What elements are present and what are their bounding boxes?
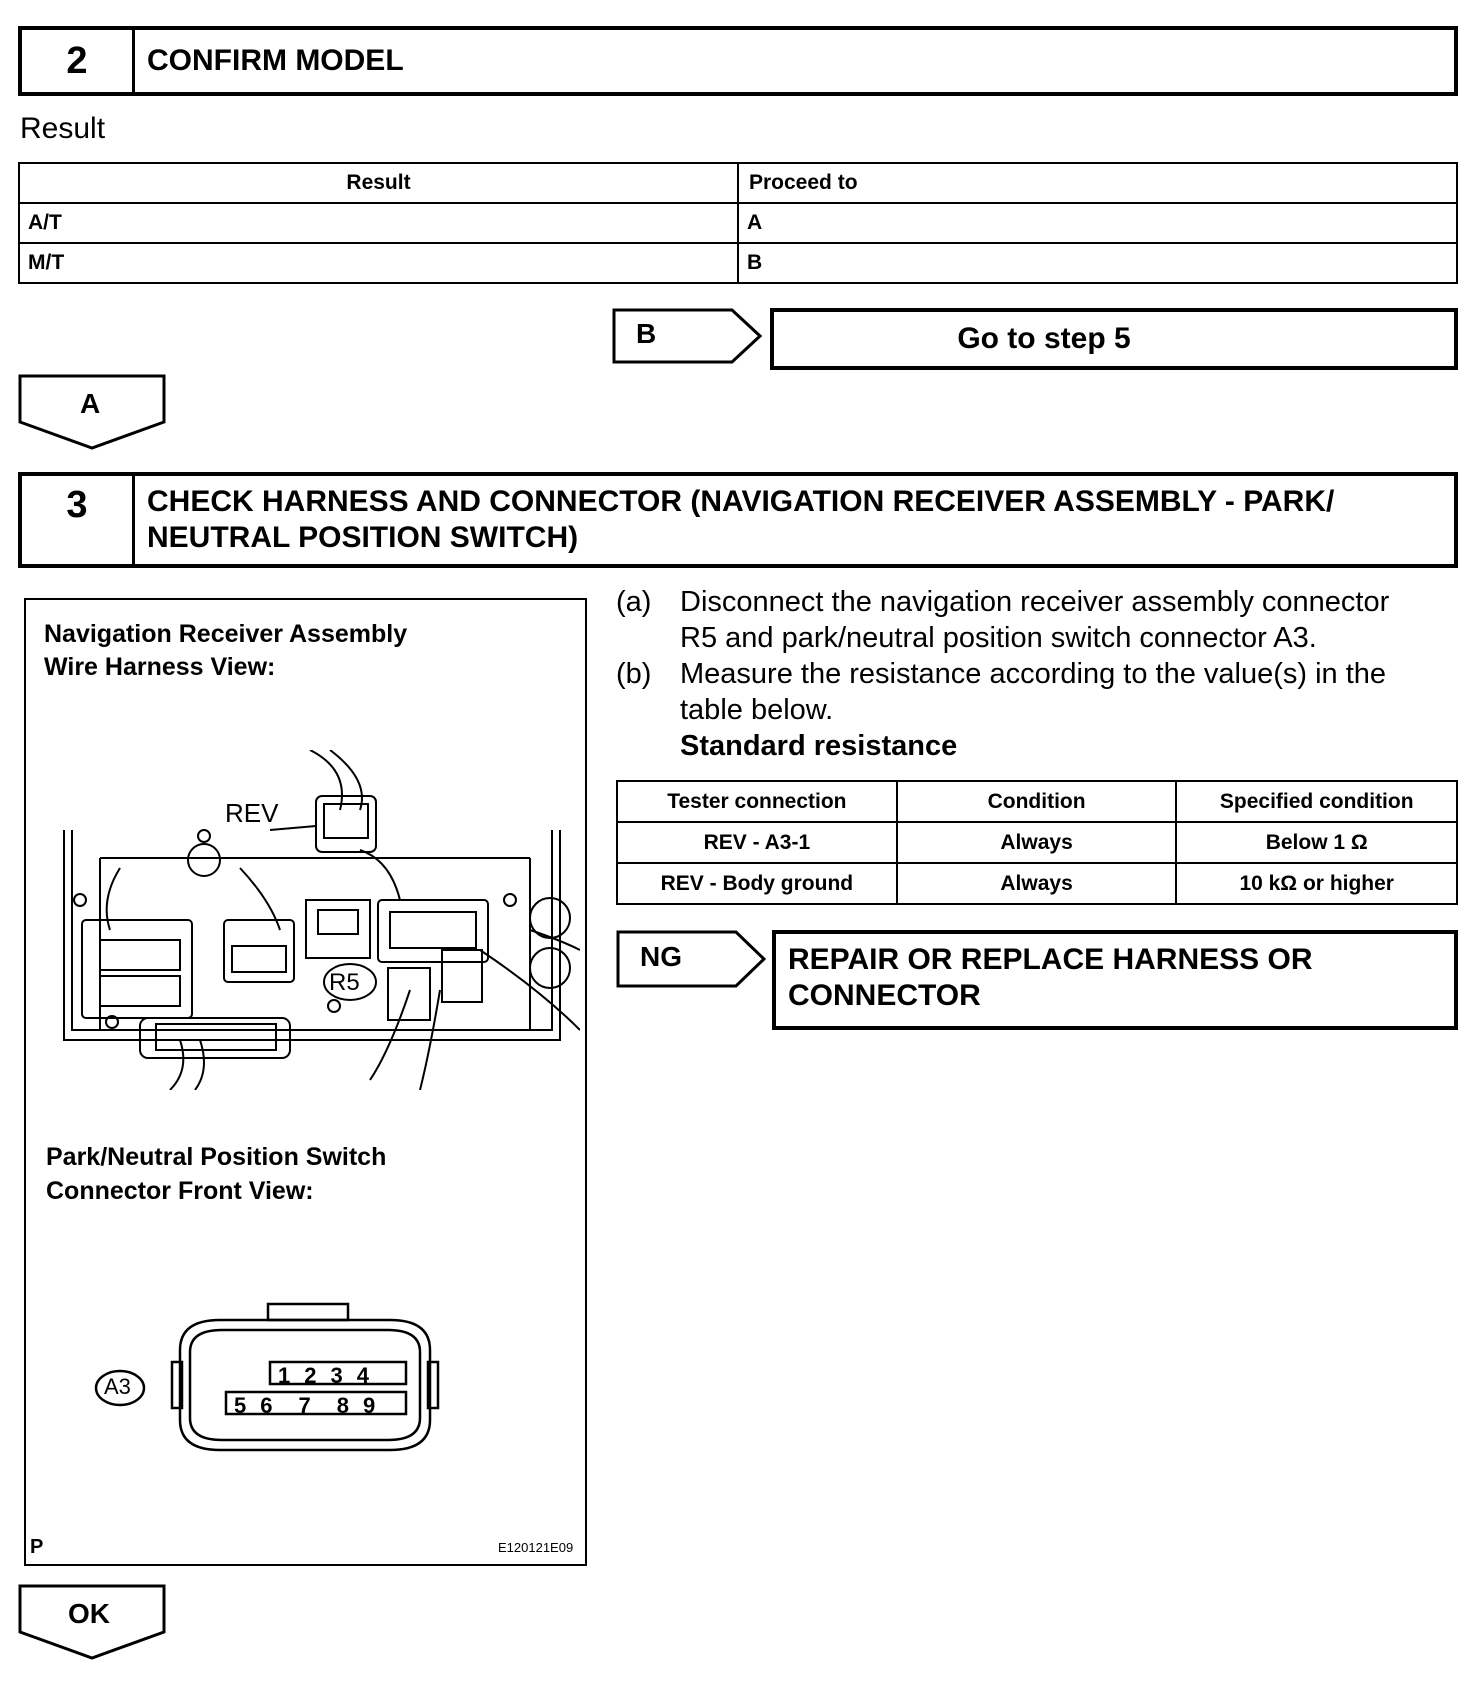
rev-label: REV [225, 798, 279, 828]
table-row [19, 243, 1457, 283]
pin: 7 [298, 1393, 325, 1418]
instruction-marker: (b) [616, 658, 652, 690]
r5-label: R5 [329, 969, 360, 996]
spec-cell: 10 kΩ or higher [1176, 863, 1457, 904]
result-cell: A/T [19, 203, 738, 243]
spec-cell: REV - A3-1 [617, 822, 897, 863]
spec-header: Tester connection [617, 781, 897, 822]
instruction-line: R5 and park/neutral position switch connector A3. [680, 622, 1317, 654]
pin: 6 [260, 1393, 287, 1418]
spec-header: Condition [897, 781, 1177, 822]
caption2-line1: Park/Neutral Position Switch [46, 1143, 387, 1171]
branch-b-label: B [636, 318, 657, 349]
instruction-b [616, 656, 1456, 764]
proceed-cell: A [738, 203, 1457, 243]
figure-caption-1 [44, 618, 407, 684]
step2-number: 2 [22, 30, 135, 92]
figure-corner-right: E120121E09 [498, 1540, 574, 1555]
proceed-cell: B [738, 243, 1457, 283]
step3-number: 3 [22, 476, 135, 564]
instructions [616, 584, 1456, 764]
figure-corner-left: P [30, 1536, 44, 1558]
spec-table [616, 780, 1458, 905]
step3-title [135, 476, 1454, 564]
pin: 3 [330, 1363, 357, 1388]
pin: 5 [234, 1393, 261, 1418]
a3-pins-bottom [234, 1393, 389, 1419]
result-table [18, 162, 1458, 284]
table-row [19, 203, 1457, 243]
pin: 4 [356, 1363, 383, 1388]
caption1-line1: Navigation Receiver Assembly [44, 620, 408, 648]
step2-header [18, 26, 1458, 96]
result-cell: M/T [19, 243, 738, 283]
step2-title: CONFIRM MODEL [147, 44, 404, 77]
repair-line1: REPAIR OR REPLACE HARNESS OR [788, 943, 1313, 976]
caption2-line2: Connector Front View: [46, 1177, 314, 1205]
branch-ok-label: OK [68, 1598, 110, 1629]
instruction-marker: (a) [616, 586, 652, 618]
instruction-line: table below. [680, 694, 834, 726]
receiver-diagram [60, 750, 580, 1090]
instruction-line: Disconnect the navigation receiver assembly connector [680, 586, 1390, 618]
repair-box[interactable] [772, 930, 1458, 1030]
pin: 9 [363, 1393, 390, 1418]
standard-heading: Standard resistance [680, 730, 958, 762]
figure-caption-2 [46, 1140, 386, 1208]
branch-a-label: A [80, 388, 101, 419]
go-to-step5-text: Go to step 5 [957, 322, 1131, 355]
spec-cell: Below 1 Ω [1176, 822, 1457, 863]
go-to-step5-box[interactable] [770, 308, 1458, 370]
instruction-line: Measure the resistance according to the value(s) in the [680, 658, 1387, 690]
result-heading: Result [20, 112, 106, 145]
repair-line2: CONNECTOR [788, 979, 981, 1012]
a3-pins-top [278, 1363, 383, 1389]
spec-cell: REV - Body ground [617, 863, 897, 904]
result-col-header: Result [19, 163, 738, 203]
branch-b-arrow[interactable] [612, 308, 762, 364]
table-row [617, 863, 1457, 904]
table-row [617, 822, 1457, 863]
spec-cell: Always [897, 822, 1177, 863]
spec-cell: Always [897, 863, 1177, 904]
a3-connector-diagram [90, 1290, 450, 1470]
caption1-line2: Wire Harness View: [44, 653, 276, 681]
step3-header [18, 472, 1458, 568]
branch-ng-arrow[interactable] [616, 930, 766, 988]
spec-header: Specified condition [1176, 781, 1457, 822]
instruction-a [616, 584, 1456, 656]
pin: 1 [278, 1363, 305, 1388]
pin: 8 [336, 1393, 363, 1418]
step3-title-line1: CHECK HARNESS AND CONNECTOR (NAVIGATION RECEIVER ASSEMBLY - PARK/ [147, 485, 1335, 518]
step3-title-line2: NEUTRAL POSITION SWITCH) [147, 521, 579, 554]
branch-ng-label: NG [640, 941, 682, 972]
proceed-col-header: Proceed to [738, 163, 1457, 203]
pin: 2 [304, 1363, 331, 1388]
a3-label: A3 [104, 1374, 131, 1399]
